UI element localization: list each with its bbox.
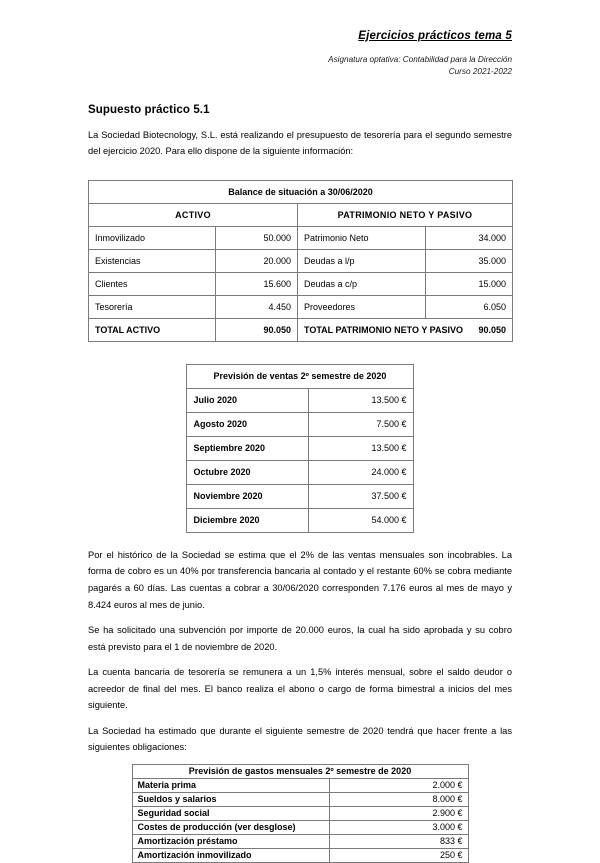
- cell-amount: 24.000 €: [309, 460, 413, 484]
- table-row: [89, 226, 513, 249]
- cell-liability-label: Deudas a l/p: [298, 249, 426, 272]
- cell-month: Septiembre 2020: [187, 436, 309, 460]
- expenses-forecast-table: [132, 764, 469, 863]
- cell-amount: 54.000 €: [309, 508, 413, 532]
- course-line: Curso 2021-2022: [448, 66, 512, 76]
- document-title: Ejercicios prácticos tema 5: [358, 30, 512, 42]
- cell-concept: Costes de producción (ver desglose): [132, 820, 329, 834]
- cell-amount: 13.500 €: [309, 388, 413, 412]
- cell-amount: 3.000 €: [329, 820, 468, 834]
- cell-concept: Amortización inmovilizado: [132, 848, 329, 862]
- document-body: [0, 104, 600, 863]
- cell-liability-value: 6.050: [426, 295, 513, 318]
- table-row: [187, 388, 413, 412]
- intro-paragraph: La Sociedad Biotecnology, S.L. está realizando el presupuesto de tesorería para el segundo semestre del ejercicio 2020. Para ello dispone de la siguiente información:: [88, 129, 512, 157]
- table-row-caption: [132, 764, 468, 778]
- paragraph-subsidy: Se ha solicitado una subvención por importe de 20.000 euros, la cual ha sido aprobada y su cobro está previsto para el 1 de noviembre de 2020.: [88, 625, 512, 652]
- cell-total-asset-value: 90.050: [216, 318, 298, 341]
- table-row-caption: [187, 364, 413, 388]
- cell-amount: 7.500 €: [309, 412, 413, 436]
- table-row: [132, 820, 468, 834]
- table-row: [132, 848, 468, 862]
- cell-amount: 13.500 €: [309, 436, 413, 460]
- total-liability-label: TOTAL PATRIMONIO NETO Y PASIVO: [304, 324, 464, 335]
- cell-asset-label: Existencias: [89, 249, 216, 272]
- expenses-caption: Previsión de gastos mensuales 2º semestre de 2020: [132, 764, 468, 778]
- cell-asset-label: Tesorería: [89, 295, 216, 318]
- cell-amount: 37.500 €: [309, 484, 413, 508]
- table-row: [187, 412, 413, 436]
- table-row: [89, 295, 513, 318]
- document-header: [0, 0, 600, 78]
- cell-concept: Materia prima: [132, 778, 329, 792]
- balance-sheet-table: [88, 180, 513, 342]
- cell-liability-label: Patrimonio Neto: [298, 226, 426, 249]
- paragraph-collection-terms: Por el histórico de la Sociedad se estima que el 2% de las ventas mensuales son incobrables. La forma de cobro es un 40% por transferencia bancaria al contado y el restante 60% se cobra mediante pagarés a 60 días. Las cuentas a cobrar a 30/06/2020 corresponden 7.176 euros al mes de mayo y 8.424 euros al mes de junio.: [88, 549, 512, 610]
- cell-liability-label: Deudas a c/p: [298, 272, 426, 295]
- cell-amount: 8.000 €: [329, 792, 468, 806]
- cell-asset-value: 20.000: [216, 249, 298, 272]
- cell-asset-value: 15.600: [216, 272, 298, 295]
- column-header-pasivo: PATRIMONIO NETO Y PASIVO: [298, 203, 513, 226]
- sales-forecast-table: [186, 364, 413, 533]
- cell-concept: Seguridad social: [132, 806, 329, 820]
- table-row: [187, 484, 413, 508]
- table-row: [89, 272, 513, 295]
- table-row-caption: [89, 180, 513, 203]
- cell-total-asset-label: TOTAL ACTIVO: [89, 318, 216, 341]
- paragraph-obligations: La Sociedad ha estimado que durante el siguiente semestre de 2020 tendrá que hacer frente a las siguientes obligaciones:: [88, 725, 512, 753]
- cell-concept: Amortización préstamo: [132, 834, 329, 848]
- cell-liability-value: 35.000: [426, 249, 513, 272]
- cell-month: Noviembre 2020: [187, 484, 309, 508]
- total-liability-value: 90.050: [478, 324, 507, 335]
- cell-amount: 2.900 €: [329, 806, 468, 820]
- cell-concept: Sueldos y salarios: [132, 792, 329, 806]
- cell-amount: 833 €: [329, 834, 468, 848]
- cell-liability-label: Proveedores: [298, 295, 426, 318]
- cell-liability-value: 34.000: [426, 226, 513, 249]
- table-row-headers: [89, 203, 513, 226]
- cell-month: Diciembre 2020: [187, 508, 309, 532]
- table-row: [132, 834, 468, 848]
- table-row-total: [89, 318, 513, 341]
- table-row: [187, 460, 413, 484]
- cell-asset-label: Inmovilizado: [89, 226, 216, 249]
- cell-month: Octubre 2020: [187, 460, 309, 484]
- table-row: [132, 806, 468, 820]
- paragraph-bank-interest: La cuenta bancaria de tesorería se remunera a un 1,5% interés mensual, sobre el saldo deudor o acreedor de final del mes. El banco realiza el abono o cargo de forma bimestral a inicios del mes siguiente.: [88, 667, 512, 711]
- page-title: Supuesto práctico 5.1: [88, 103, 210, 116]
- table-row: [89, 249, 513, 272]
- cell-month: Julio 2020: [187, 388, 309, 412]
- cell-amount: 2.000 €: [329, 778, 468, 792]
- cell-month: Agosto 2020: [187, 412, 309, 436]
- cell-asset-value: 50.000: [216, 226, 298, 249]
- cell-amount: 250 €: [329, 848, 468, 862]
- cell-asset-label: Clientes: [89, 272, 216, 295]
- cell-liability-value: 15.000: [426, 272, 513, 295]
- table-row: [132, 792, 468, 806]
- sales-caption: Previsión de ventas 2º semestre de 2020: [187, 364, 413, 388]
- cell-total-liability: [298, 318, 513, 341]
- balance-caption: Balance de situación a 30/06/2020: [89, 180, 513, 203]
- table-row: [187, 436, 413, 460]
- column-header-activo: ACTIVO: [89, 203, 298, 226]
- table-row: [187, 508, 413, 532]
- cell-asset-value: 4.450: [216, 295, 298, 318]
- subject-line: Asignatura optativa: Contabilidad para la Dirección: [328, 55, 512, 64]
- table-row: [132, 778, 468, 792]
- spacer: [88, 533, 512, 547]
